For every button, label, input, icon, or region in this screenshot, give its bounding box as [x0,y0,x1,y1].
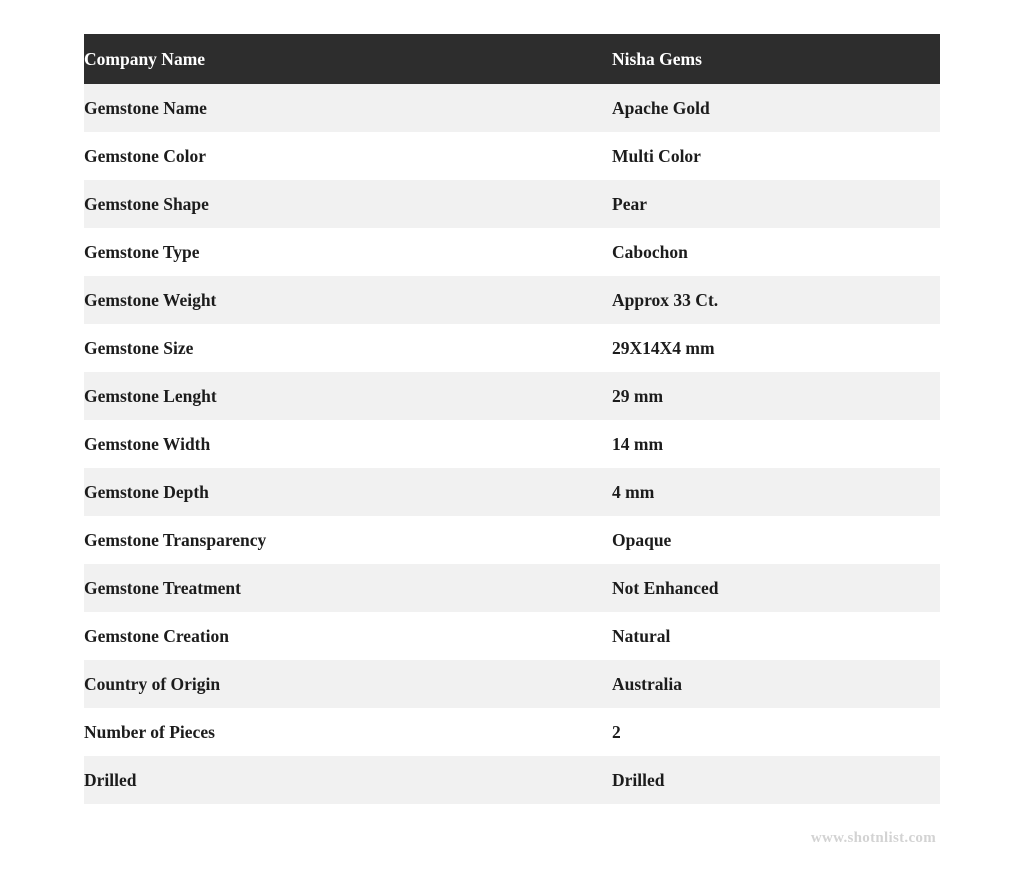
row-value: 29X14X4 mm [612,324,940,372]
table-row [84,564,940,612]
row-value: Not Enhanced [612,564,940,612]
row-label: Gemstone Color [84,132,612,180]
table-row [84,756,940,804]
table-row [84,276,940,324]
row-label: Gemstone Weight [84,276,612,324]
table-row [84,180,940,228]
site-watermark: www.shotnlist.com [810,830,936,846]
table-row [84,324,940,372]
table-row [84,708,940,756]
row-value: Approx 33 Ct. [612,276,940,324]
table-row [84,132,940,180]
row-label: Gemstone Width [84,420,612,468]
gemstone-spec-table [84,34,940,804]
row-value: Drilled [612,756,940,804]
table-row [84,516,940,564]
row-value: 14 mm [612,420,940,468]
table-row [84,228,940,276]
row-label: Gemstone Size [84,324,612,372]
table-row [84,612,940,660]
table-header-row [84,34,940,84]
row-value: Natural [612,612,940,660]
row-label: Gemstone Depth [84,468,612,516]
row-label: Gemstone Shape [84,180,612,228]
row-value: 29 mm [612,372,940,420]
row-label: Gemstone Creation [84,612,612,660]
row-label: Gemstone Treatment [84,564,612,612]
row-label: Number of Pieces [84,708,612,756]
row-label: Gemstone Type [84,228,612,276]
row-label: Gemstone Transparency [84,516,612,564]
row-value: Cabochon [612,228,940,276]
header-value-cell: Nisha Gems [612,34,940,84]
row-value: Australia [612,660,940,708]
table-row [84,660,940,708]
table-row [84,372,940,420]
row-value: Pear [612,180,940,228]
row-value: 4 mm [612,468,940,516]
row-value: Multi Color [612,132,940,180]
table-row [84,420,940,468]
row-label: Gemstone Lenght [84,372,612,420]
table-body [84,34,940,804]
table-row [84,84,940,132]
row-label: Country of Origin [84,660,612,708]
row-label: Drilled [84,756,612,804]
row-label: Gemstone Name [84,84,612,132]
row-value: Opaque [612,516,940,564]
gemstone-spec-sheet [84,34,940,804]
header-label-cell: Company Name [84,34,612,84]
table-row [84,468,940,516]
row-value: Apache Gold [612,84,940,132]
row-value: 2 [612,708,940,756]
